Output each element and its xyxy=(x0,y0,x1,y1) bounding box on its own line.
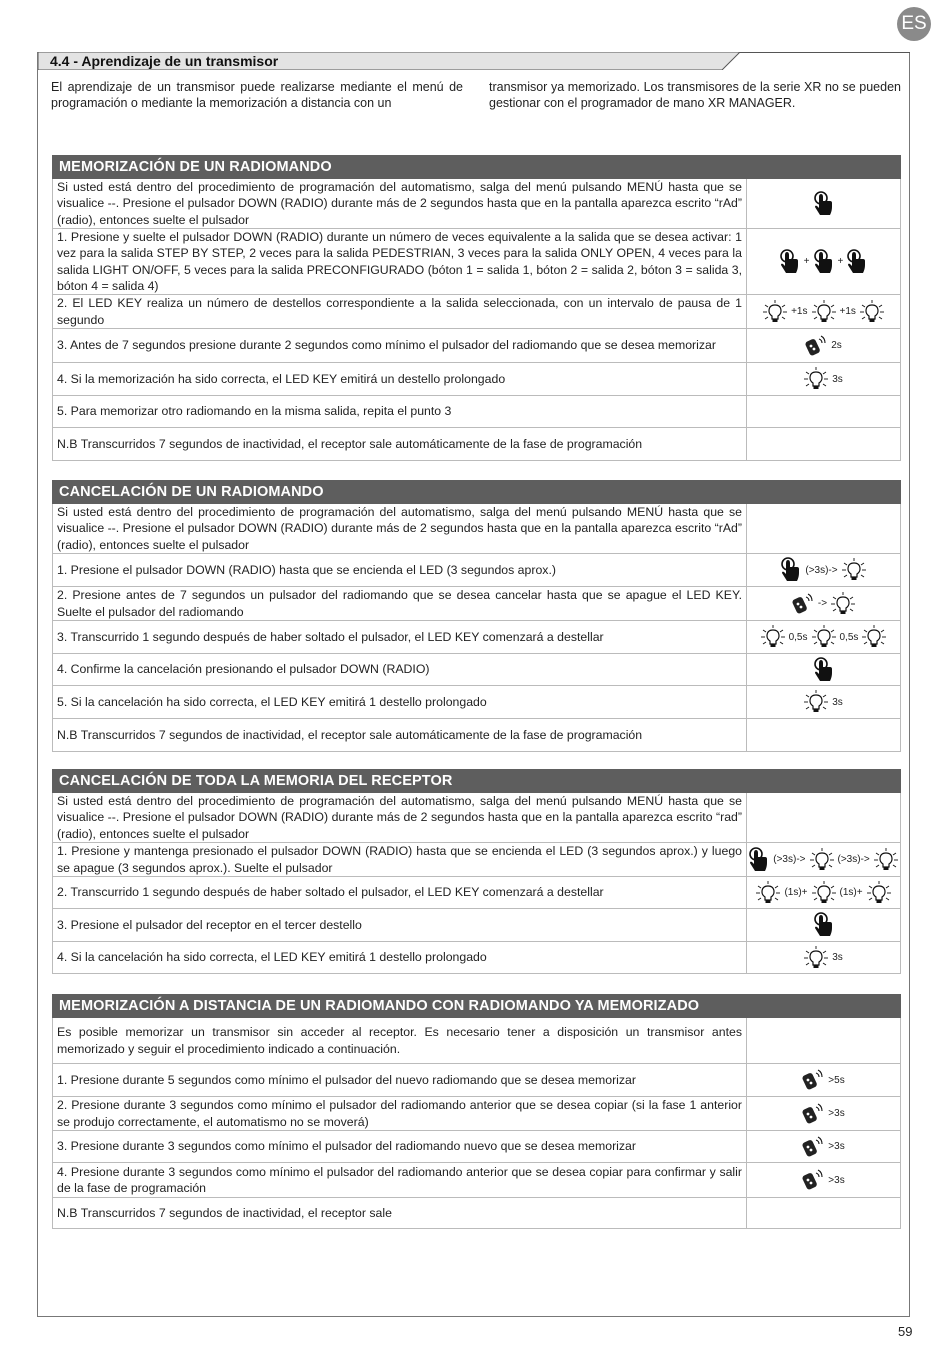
row-icons xyxy=(747,396,900,427)
row-text: 2. Presione durante 3 segundos como mínimo el pulsador del radiomando anterior que se desea copiar (si la fase 1 anterior se produjo correctamente, el automatismo no se moverá) xyxy=(57,1098,742,1129)
icon-label: (>3s)-> xyxy=(837,854,870,865)
table-row xyxy=(52,686,901,719)
row-text: 4. Presione durante 3 segundos como mínimo el pulsador del radiomando anterior que se desea copiar para confirmar y salir de la fase de programación xyxy=(57,1164,742,1195)
row-icons xyxy=(747,1064,900,1096)
table-title: MEMORIZACIÓN A DISTANCIA DE UN RADIOMANDO CON RADIOMANDO YA MEMORIZADO xyxy=(52,994,901,1018)
icon-label: >3s xyxy=(828,1108,845,1119)
table-row xyxy=(52,229,901,295)
table-row xyxy=(52,363,901,396)
row-text: 3. Presione durante 3 segundos como mínimo el pulsador del radiomando nuevo que se desea memorizar xyxy=(57,1139,636,1154)
led-off-icon xyxy=(830,592,856,616)
table-row xyxy=(52,329,901,363)
row-icons xyxy=(747,329,900,362)
row-icons xyxy=(747,295,900,328)
remote-control-icon xyxy=(801,1103,825,1125)
table-row xyxy=(52,621,901,654)
remote-control-icon xyxy=(801,1069,825,1091)
icon-label: 0,5s xyxy=(839,631,859,643)
table-row xyxy=(52,719,901,752)
row-icons xyxy=(747,554,900,586)
row-icons xyxy=(747,719,900,751)
row-text: 4. Si la cancelación ha sido correcta, el LED KEY emitirá 1 destello prolongado xyxy=(57,950,487,965)
table-row xyxy=(52,587,901,621)
row-text: 3. Antes de 7 segundos presione durante 2 segundos como mínimo el pulsador del radiomando que se desea memorizar xyxy=(57,338,716,353)
icon-label: >3s xyxy=(828,1174,845,1186)
table-row xyxy=(52,843,901,877)
table-title: CANCELACIÓN DE UN RADIOMANDO xyxy=(52,480,901,504)
table-row xyxy=(52,295,901,329)
table-memorizacion xyxy=(52,155,901,461)
table-row xyxy=(52,1163,901,1198)
icon-label: -> xyxy=(817,598,828,609)
row-text: 4. Confirme la cancelación presionando el pulsador DOWN (RADIO) xyxy=(57,662,430,677)
hand-press-icon xyxy=(846,249,868,275)
row-icons xyxy=(747,229,900,294)
led-flash-icon xyxy=(841,558,867,582)
section-header xyxy=(38,52,910,70)
row-icons xyxy=(747,587,900,620)
led-flash-icon xyxy=(760,625,786,649)
hand-press-icon xyxy=(813,912,835,938)
table-row xyxy=(52,428,901,461)
remote-control-icon xyxy=(804,335,828,357)
led-flash-icon xyxy=(762,300,788,324)
remote-control-icon xyxy=(801,1136,825,1158)
row-icons xyxy=(747,428,900,460)
row-icons xyxy=(747,654,900,685)
row-icons xyxy=(747,793,900,842)
icon-label: 3s xyxy=(832,952,843,963)
icon-label: +1s xyxy=(791,306,808,317)
row-text: 4. Si la memorización ha sido correcta, el LED KEY emitirá un destello prolongado xyxy=(57,371,506,386)
row-text: Si usted está dentro del procedimiento de programación del automatismo, salga del menú pulsando MENÚ hasta que se visualice --. Presione el pulsador DOWN (RADIO) durante más de 2 segundos hasta que en la pantalla aparezca escrito “rad” (radio), entonces suelte el pulsador xyxy=(57,793,742,841)
table-row xyxy=(52,654,901,686)
hand-press-icon xyxy=(813,657,835,683)
table-row xyxy=(52,396,901,428)
hand-press-icon xyxy=(748,847,770,873)
table-cancelacion-memoria xyxy=(52,769,901,974)
row-text: N.B Transcurridos 7 segundos de inactividad, el receptor sale xyxy=(57,1205,392,1220)
table-row xyxy=(52,1131,901,1163)
row-text: 1. Presione y suelte el pulsador DOWN (RADIO) durante un número de veces equivalente a la salida que se desea activar: 1 vez para la salida STEP BY STEP, 2 veces para la salida PEDESTRIAN, 3 veces para la salida ONLY OPEN, 4 veces para la salida LIGHT ON/OFF, 5 veces para la salida PRECONFIGURADO (bóton 1 = salida 1, bóton 2 = salida 2, bóton 3 = salida 3, bóton 4 = salida 4) xyxy=(57,229,742,293)
table-row xyxy=(52,1097,901,1131)
row-icons xyxy=(747,1131,900,1162)
row-text: 3. Transcurrido 1 segundo después de haber soltado el pulsador, el LED KEY comenzará a destellar xyxy=(57,629,604,644)
hand-press-icon xyxy=(779,249,801,275)
icon-label: + xyxy=(803,256,810,267)
row-text: 2. Presione antes de 7 segundos un pulsador del radiomando que se desea cancelar hasta que se apague el LED KEY. Suelte el pulsador del radiomando xyxy=(57,588,742,619)
table-row xyxy=(52,554,901,587)
led-flash-icon xyxy=(803,946,829,970)
row-icons xyxy=(747,1163,900,1197)
table-row xyxy=(52,1198,901,1229)
table-row xyxy=(52,179,901,229)
table-row xyxy=(52,504,901,554)
led-flash-icon xyxy=(755,881,781,905)
row-icons xyxy=(747,909,900,941)
remote-control-icon xyxy=(801,1169,825,1191)
icon-label: >3s xyxy=(828,1141,845,1152)
language-badge: ES xyxy=(897,7,931,41)
intro-right: transmisor ya memorizado. Los transmisores de la serie XR no se pueden gestionar con el programador de mano XR MANAGER. xyxy=(489,80,901,110)
table-row xyxy=(52,793,901,843)
led-flash-icon xyxy=(803,367,829,391)
row-icons xyxy=(747,942,900,973)
icon-label: 2s xyxy=(831,340,842,351)
row-text: 1. Presione el pulsador DOWN (RADIO) hasta que se encienda el LED (3 segundos aprox.) xyxy=(57,562,556,577)
icon-label: +1s xyxy=(839,306,856,317)
led-flash-icon xyxy=(861,625,887,649)
hand-press-icon xyxy=(813,249,835,275)
hand-press-icon xyxy=(813,191,835,217)
led-flash-icon xyxy=(866,881,892,905)
row-icons xyxy=(747,504,900,553)
row-text: 5. Para memorizar otro radiomando en la misma salida, repita el punto 3 xyxy=(57,404,452,419)
row-icons xyxy=(747,363,900,395)
icon-label: (1s)+ xyxy=(839,887,863,898)
led-flash-icon xyxy=(811,881,837,905)
table-row xyxy=(52,877,901,909)
row-text: 1. Presione durante 5 segundos como mínimo el pulsador del nuevo radiomando que se desea memorizar xyxy=(57,1072,636,1087)
row-text: 1. Presione y mantenga presionado el pulsador DOWN (RADIO) hasta que se encienda el LED (3 segundos aprox.) y luego se apague (3 segundos aprox.). Suelte el pulsador xyxy=(57,844,742,875)
section-title: 4.4 - Aprendizaje de un transmisor xyxy=(50,53,279,69)
row-text: 2. El LED KEY realiza un número de destellos correspondiente a la salida seleccionada, con un intervalo de pausa de 1 segundo xyxy=(57,296,742,327)
table-row xyxy=(52,1018,901,1064)
row-text: N.B Transcurridos 7 segundos de inactividad, el receptor sale automáticamente de la fase de programación xyxy=(57,436,643,451)
row-text: 2. Transcurrido 1 segundo después de haber soltado el pulsador, el LED KEY comenzará a destellar xyxy=(57,885,604,900)
led-flash-icon xyxy=(811,625,837,649)
icon-label: >5s xyxy=(828,1074,845,1086)
row-icons xyxy=(747,1097,900,1130)
icon-label: 3s xyxy=(832,373,843,385)
row-icons xyxy=(747,179,900,228)
led-flash-icon xyxy=(803,690,829,714)
row-icons xyxy=(747,1018,900,1063)
table-title: CANCELACIÓN DE TODA LA MEMORIA DEL RECEPTOR xyxy=(52,769,901,793)
row-icons xyxy=(747,843,900,876)
table-row xyxy=(52,1064,901,1097)
table-cancelacion xyxy=(52,480,901,752)
remote-control-icon xyxy=(791,593,815,615)
icon-label: + xyxy=(837,256,844,267)
icon-label: (1s)+ xyxy=(784,887,808,898)
icon-label: 3s xyxy=(832,696,843,708)
row-text: N.B Transcurridos 7 segundos de inactividad, el receptor sale automáticamente de la fase de programación xyxy=(57,727,643,742)
row-text: Si usted está dentro del procedimiento de programación del automatismo, salga del menú pulsando MENÚ hasta que se visualice --. Presione el pulsador DOWN (RADIO) durante más de 2 segundos hasta que en la pantalla aparezca escrito “rAd” (radio), entonces suelte el pulsador xyxy=(57,504,742,552)
row-icons xyxy=(747,621,900,653)
led-flash-icon xyxy=(811,300,837,324)
icon-label: (>3s)-> xyxy=(773,854,806,865)
table-row xyxy=(52,909,901,942)
table-title: MEMORIZACIÓN DE UN RADIOMANDO xyxy=(52,155,901,179)
table-memorizacion-distancia xyxy=(52,994,901,1229)
row-icons xyxy=(747,686,900,718)
intro-left: El aprendizaje de un transmisor puede realizarse mediante el menú de programación o mediante la memorización a distancia con un xyxy=(51,80,463,110)
row-text: 5. Si la cancelación ha sido correcta, el LED KEY emitirá 1 destello prolongado xyxy=(57,694,487,709)
led-flash-icon xyxy=(809,848,835,872)
page-number: 59 xyxy=(898,1324,913,1339)
row-icons xyxy=(747,1198,900,1228)
row-text: 3. Presione el pulsador del receptor en el tercer destello xyxy=(57,917,362,932)
icon-label: 0,5s xyxy=(788,631,808,643)
table-row xyxy=(52,942,901,974)
led-flash-icon xyxy=(859,300,885,324)
hand-press-icon xyxy=(780,557,802,583)
row-icons xyxy=(747,877,900,908)
row-text: Si usted está dentro del procedimiento de programación del automatismo, salga del menú pulsando MENÚ hasta que se visualice --. Presione el pulsador DOWN (RADIO) durante más de 2 segundos hasta que en la pantalla aparezca escrito “rAd” (radio), entonces suelte el pulsador xyxy=(57,179,742,227)
icon-label: (>3s)-> xyxy=(805,564,838,576)
led-flash-icon xyxy=(873,848,899,872)
row-text: Es posible memorizar un transmisor sin acceder al receptor. Es necesario tener a disposición un transmisor antes memorizado y seguir el procedimiento indicado a continuación. xyxy=(57,1025,742,1056)
